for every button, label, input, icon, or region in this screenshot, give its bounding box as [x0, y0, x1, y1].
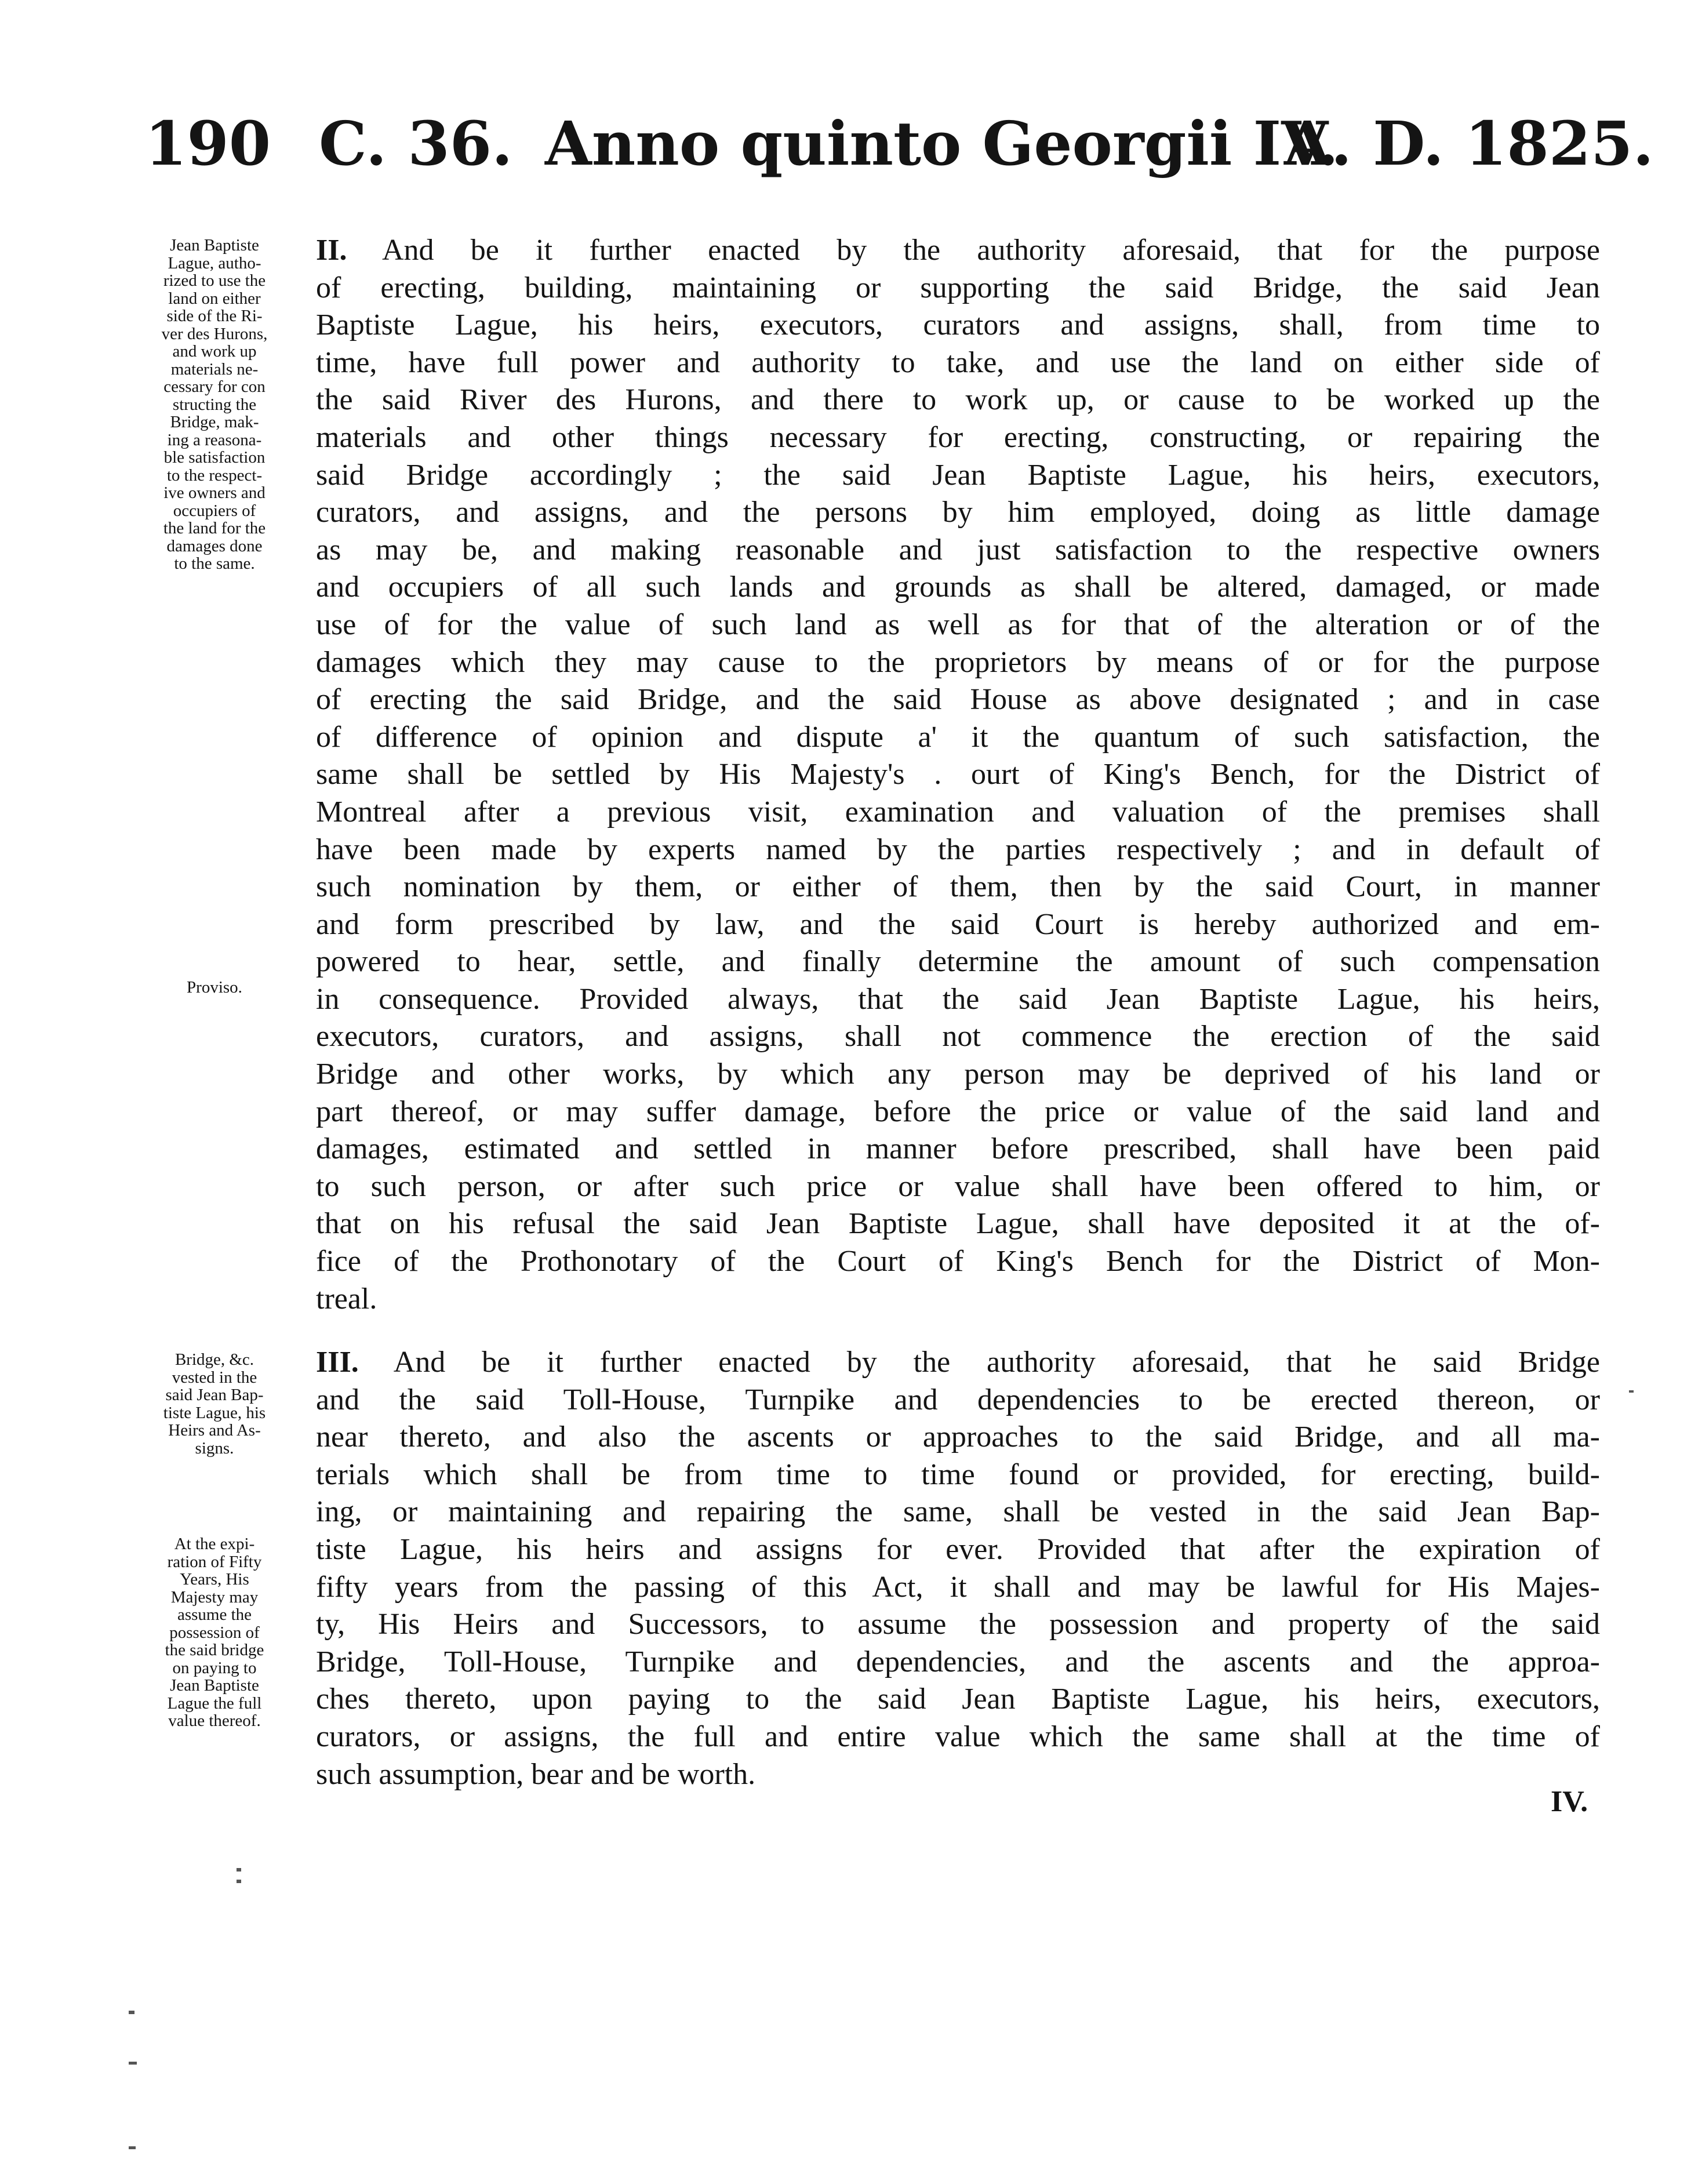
- note-line: vested in the: [172, 1368, 257, 1387]
- body-line: part thereof, or may suffer damage, before the price or value of the said land and: [316, 1095, 1600, 1128]
- body-line: such assumption, bear and be worth.: [316, 1757, 756, 1791]
- note-line: Proviso.: [187, 978, 242, 997]
- body-line: in consequence. Provided always, that the said Jean Baptiste Lague, his heirs,: [316, 982, 1600, 1016]
- page-number: 190: [145, 108, 271, 179]
- section-number: III.: [316, 1346, 359, 1379]
- body-line: terials which shall be from time to time found or provided, for erecting, build-: [316, 1458, 1600, 1491]
- note-line: Jean Baptiste: [170, 236, 259, 255]
- section-3: [316, 1344, 1600, 1793]
- body-line: treal.: [316, 1282, 377, 1316]
- body-line: fifty years from the passing of this Act, it shall and may be lawful for His Majes-: [316, 1570, 1600, 1604]
- body-line: curators, and assigns, and the persons by him employed, doing as little damage: [316, 496, 1600, 529]
- note-line: the said bridge: [165, 1641, 264, 1659]
- body-line: same shall be settled by His Majesty's . ourt of King's Bench, for the District of: [316, 758, 1600, 791]
- note-line: to the respect-: [166, 466, 263, 485]
- body-line: and form prescribed by law, and the said Court is hereby authorized and em-: [316, 907, 1600, 941]
- body-line: said Bridge accordingly ; the said Jean Baptiste Lague, his heirs, executors,: [316, 458, 1600, 492]
- note-line: possession of: [169, 1623, 260, 1642]
- note-line: materials ne-: [170, 359, 259, 379]
- note-line: assume the: [177, 1605, 252, 1624]
- note-line: Bridge, &c.: [174, 1350, 254, 1369]
- note-line: Heirs and As-: [168, 1421, 261, 1440]
- note-line: on paying to: [172, 1658, 257, 1677]
- note-line: Bridge, mak-: [170, 413, 259, 431]
- marginal-note-expiration: [130, 1535, 299, 1730]
- note-line: Majesty may: [170, 1587, 259, 1607]
- body-line: ches thereto, upon paying to the said Jean Baptiste Lague, his heirs, executors,: [316, 1682, 1600, 1716]
- note-line: ble satisfaction: [163, 448, 266, 467]
- body-line: damages, estimated and settled in manner before prescribed, shall have been paid: [316, 1132, 1600, 1166]
- print-mark: [237, 1868, 241, 1872]
- body-line: use of for the value of such land as well as for that of the alteration or of the: [316, 608, 1600, 641]
- note-line: Jean Baptiste: [170, 1676, 259, 1695]
- print-mark: [129, 2146, 136, 2149]
- regnal-title: Anno quinto Georgii IV.: [545, 108, 1339, 179]
- note-line: Years, His: [180, 1570, 249, 1589]
- note-line: At the expi-: [174, 1535, 255, 1553]
- body-line: II. And be it further enacted by the authority aforesaid, that for the purpose: [316, 234, 1600, 267]
- running-header: [145, 103, 1654, 184]
- marginal-note-proviso: [130, 979, 299, 997]
- body-line: have been made by experts named by the parties respectively ; and in default of: [316, 833, 1600, 866]
- note-line: Lague the full: [167, 1694, 262, 1713]
- note-line: to the same.: [174, 554, 255, 573]
- note-line: said Jean Bap-: [165, 1386, 264, 1404]
- catchword: IV.: [1551, 1785, 1588, 1818]
- note-line: side of the Ri-: [166, 307, 263, 325]
- body-line: Baptiste Lague, his heirs, executors, curators and assigns, shall, from time to: [316, 308, 1600, 342]
- note-line: and work up: [172, 342, 257, 361]
- body-line: fice of the Prothonotary of the Court of King's Bench for the District of Mon-: [316, 1245, 1600, 1278]
- body-line: Montreal after a previous visit, examination and valuation of the premises shall: [316, 795, 1600, 828]
- note-line: value thereof.: [168, 1711, 261, 1730]
- body-line: powered to hear, settle, and finally determine the amount of such compensation: [316, 945, 1600, 979]
- body-line: Bridge, Toll-House, Turnpike and dependencies, and the ascents and the approa-: [316, 1645, 1600, 1678]
- body-line: time, have full power and authority to take, and use the land on either side of: [316, 346, 1600, 379]
- body-line: to such person, or after such price or value shall have been offered to him, or: [316, 1169, 1600, 1203]
- note-line: ing a reasona-: [167, 430, 262, 449]
- note-line: rized to use the: [163, 271, 266, 290]
- body-line: such nomination by them, or either of them, then by the said Court, in manner: [316, 870, 1600, 904]
- body-line: of difference of opinion and dispute a' it the quantum of such satisfaction, the: [316, 720, 1600, 754]
- note-line: occupiers of: [173, 501, 256, 520]
- body-line: tiste Lague, his heirs and assigns for ever. Provided that after the expiration of: [316, 1532, 1600, 1566]
- print-mark: [1629, 1390, 1634, 1393]
- note-line: ration of Fifty: [167, 1552, 262, 1571]
- note-line: ive owners and: [163, 484, 266, 502]
- note-line: ver des Hurons,: [161, 324, 268, 343]
- body-line: executors, curators, and assigns, shall not commence the erection of the said: [316, 1020, 1600, 1053]
- section-number: II.: [316, 234, 347, 267]
- print-mark: [129, 2011, 134, 2014]
- chapter-number: C. 36.: [319, 108, 513, 179]
- note-line: signs.: [195, 1438, 234, 1458]
- body-line: and occupiers of all such lands and grounds as shall be altered, damaged, or made: [316, 570, 1600, 604]
- body-line: Bridge and other works, by which any person may be deprived of his land or: [316, 1058, 1600, 1091]
- year: A. D. 1825.: [1284, 108, 1654, 179]
- note-line: damages done: [166, 536, 263, 555]
- body-line: as may be, and making reasonable and just satisfaction to the respective owners: [316, 533, 1600, 566]
- note-line: the land for the: [163, 519, 266, 537]
- body-line: curators, or assigns, the full and entire value which the same shall at the time of: [316, 1720, 1600, 1753]
- body-line: that on his refusal the said Jean Baptiste Lague, shall have deposited it at the of-: [316, 1207, 1600, 1241]
- body-line: ty, His Heirs and Successors, to assume the possession and property of the said: [316, 1608, 1600, 1641]
- body-line: III. And be it further enacted by the authority aforesaid, that he said Bridge: [316, 1346, 1600, 1379]
- print-mark: [237, 1880, 241, 1883]
- body-line: the said River des Hurons, and there to work up, or cause to be worked up the: [316, 383, 1600, 417]
- print-mark: [129, 2062, 137, 2065]
- body-line: ing, or maintaining and repairing the same, shall be vested in the said Jean Bap-: [316, 1495, 1600, 1529]
- note-line: structing the: [172, 395, 257, 414]
- body-line: of erecting the said Bridge, and the said House as above designated ; and in case: [316, 683, 1600, 717]
- body-line: of erecting, building, maintaining or supporting the said Bridge, the said Jean: [316, 271, 1600, 304]
- marginal-note-vested: [130, 1351, 299, 1457]
- note-line: tiste Lague, his: [163, 1403, 266, 1422]
- body-line: and the said Toll-House, Turnpike and dependencies to be erected thereon, or: [316, 1383, 1600, 1416]
- body-line: near thereto, and also the ascents or approaches to the said Bridge, and all ma-: [316, 1420, 1600, 1454]
- note-line: Lague, autho-: [168, 253, 261, 272]
- section-2: [316, 232, 1600, 1318]
- note-line: land on either: [168, 289, 261, 308]
- marginal-note-use-of-land: [130, 237, 299, 573]
- body-line: damages which they may cause to the proprietors by means of or for the purpose: [316, 645, 1600, 679]
- note-line: cessary for con: [163, 377, 266, 396]
- body-line: materials and other things necessary for erecting, constructing, or repairing the: [316, 420, 1600, 454]
